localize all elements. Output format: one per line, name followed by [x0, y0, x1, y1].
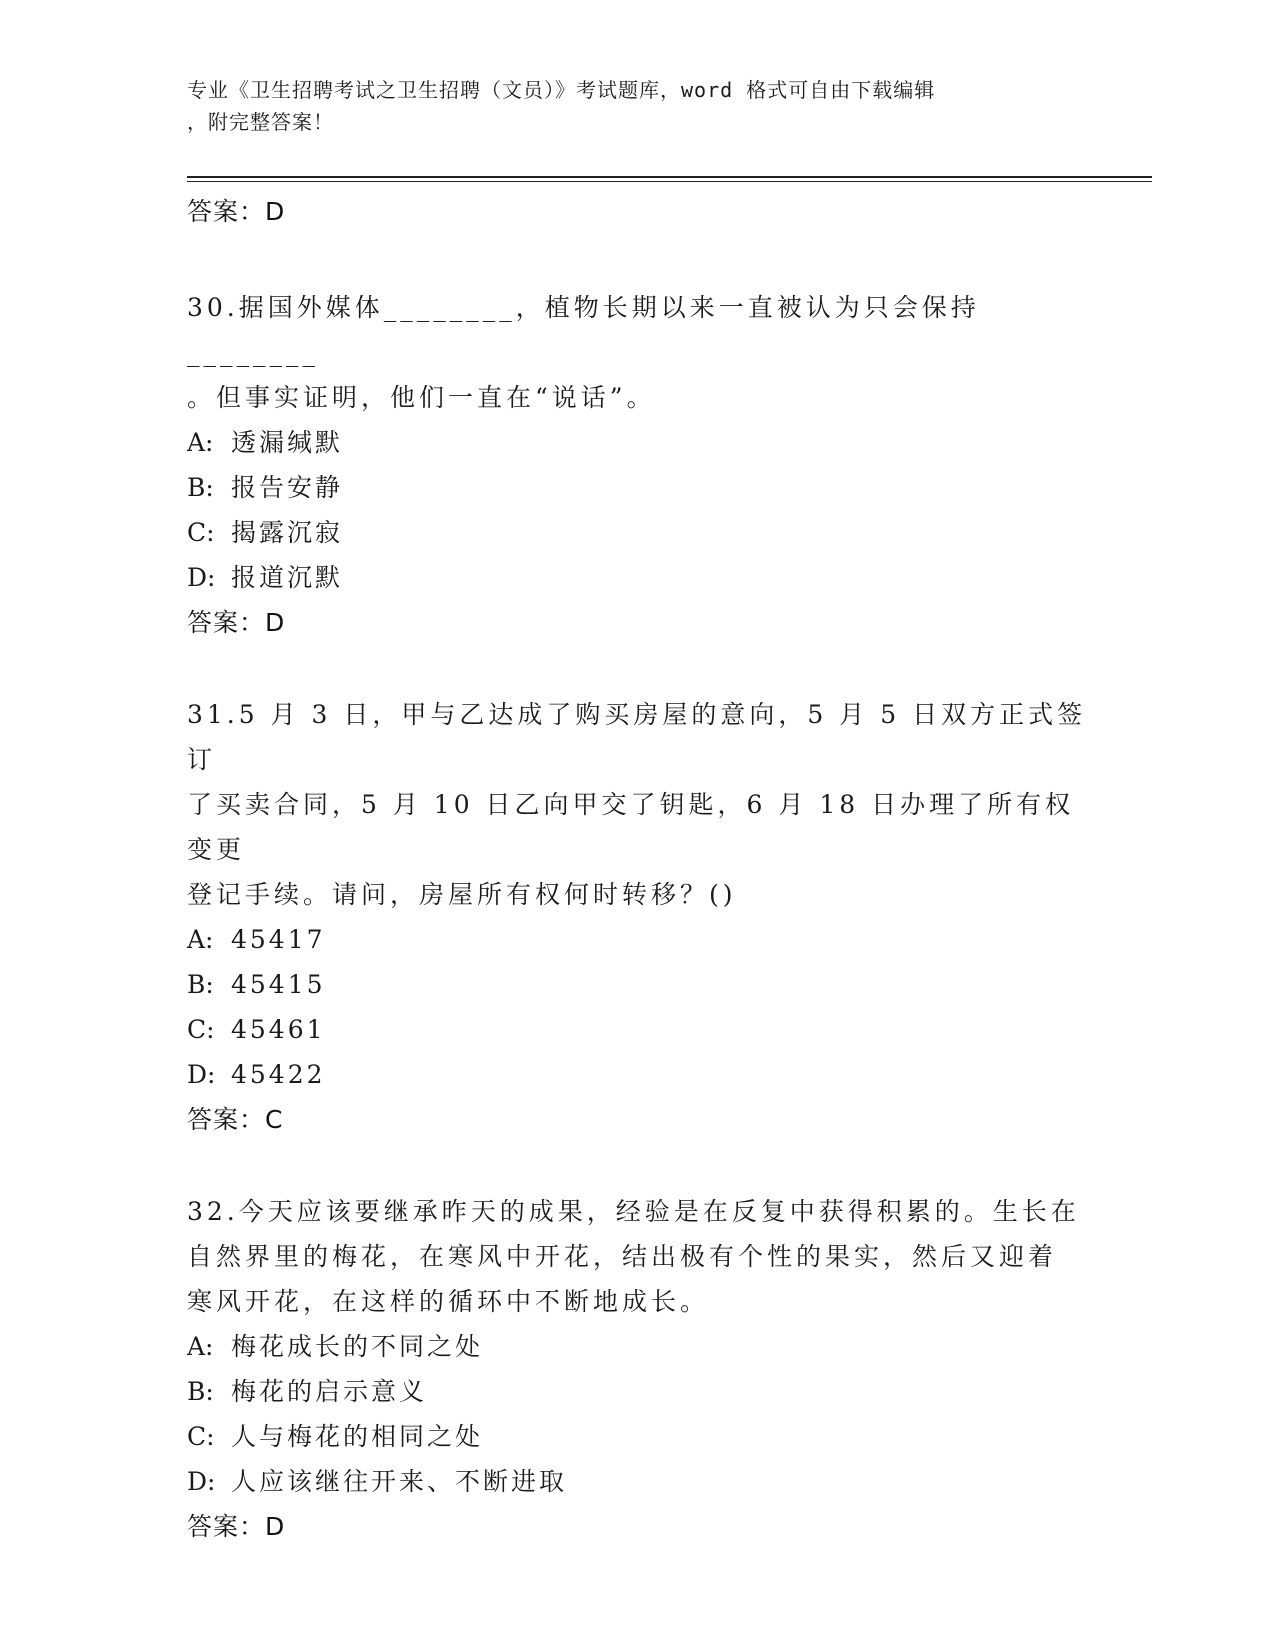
option-text: 45415	[231, 970, 326, 999]
option-a	[187, 1324, 1087, 1369]
question-stem	[187, 692, 1087, 917]
question-31	[187, 692, 1087, 1143]
option-b	[187, 1369, 1087, 1414]
option-text: 人应该继往开来、不断进取	[231, 1467, 568, 1496]
stem-line: 31.5 月 3 日，甲与乙达成了购买房屋的意向，5 月 5 日双方正式签订	[187, 700, 1087, 774]
option-d	[187, 1052, 1087, 1097]
option-key: B:	[187, 970, 214, 999]
option-text: 45461	[231, 1015, 326, 1044]
header-line-2: ，附完整答案！	[187, 110, 334, 134]
option-d	[187, 1459, 1087, 1504]
option-text: 45422	[231, 1060, 326, 1089]
option-key: B:	[187, 1377, 214, 1406]
option-c	[187, 1007, 1087, 1052]
header-rule-thin	[187, 181, 1152, 182]
option-text: 人与梅花的相同之处	[231, 1422, 484, 1451]
option-key: D:	[187, 563, 216, 592]
stem-line: 32.今天应该要继承昨天的成果，经验是在反复中获得积累的。生长在	[187, 1197, 1080, 1226]
document-header	[187, 74, 1087, 138]
answer-line: 答案：C	[187, 1105, 284, 1134]
option-text: 报道沉默	[231, 563, 344, 592]
option-key: B:	[187, 473, 214, 502]
option-key: C:	[187, 1422, 215, 1451]
option-key: A:	[187, 925, 214, 954]
question-list	[187, 189, 1087, 1596]
stem-line: 登记手续。请问，房屋所有权何时转移？()	[187, 880, 737, 909]
header-rule-thick	[187, 176, 1152, 178]
question-stem	[187, 1189, 1087, 1324]
option-b	[187, 465, 1087, 510]
option-a	[187, 917, 1087, 962]
question-32	[187, 1189, 1087, 1550]
option-text: 透漏缄默	[231, 428, 344, 457]
stem-line: 寒风开花，在这样的循环中不断地成长。	[187, 1287, 710, 1316]
answer-line: 答案：D	[187, 608, 286, 637]
option-c	[187, 510, 1087, 555]
option-key: A:	[187, 1332, 214, 1361]
option-text: 梅花成长的不同之处	[231, 1332, 484, 1361]
stem-line: 了买卖合同，5 月 10 日乙向甲交了钥匙，6 月 18 日办理了所有权变更	[187, 790, 1075, 864]
header-line-1: 专业《卫生招聘考试之卫生招聘（文员）》考试题库，word 格式可自由下载编辑	[187, 78, 936, 102]
stem-line: 。但事实证明，他们一直在“说话”。	[187, 383, 656, 412]
option-key: D:	[187, 1060, 216, 1089]
option-b	[187, 962, 1087, 1007]
option-text: 45417	[231, 925, 326, 954]
stem-line: 30.据国外媒体________，植物长期以来一直被认为只会保持________	[187, 293, 980, 367]
question-stem	[187, 285, 1087, 420]
option-text: 报告安静	[231, 473, 344, 502]
option-key: C:	[187, 1015, 215, 1044]
option-d	[187, 555, 1087, 600]
answer-line: 答案：D	[187, 197, 286, 226]
answer-line: 答案：D	[187, 1512, 286, 1541]
question-30	[187, 285, 1087, 646]
option-key: D:	[187, 1467, 216, 1496]
option-key: C:	[187, 518, 215, 547]
option-key: A:	[187, 428, 214, 457]
option-text: 梅花的启示意义	[231, 1377, 428, 1406]
option-text: 揭露沉寂	[231, 518, 344, 547]
option-c	[187, 1414, 1087, 1459]
option-a	[187, 420, 1087, 465]
stem-line: 自然界里的梅花，在寒风中开花，结出极有个性的果实，然后又迎着	[187, 1242, 1058, 1271]
